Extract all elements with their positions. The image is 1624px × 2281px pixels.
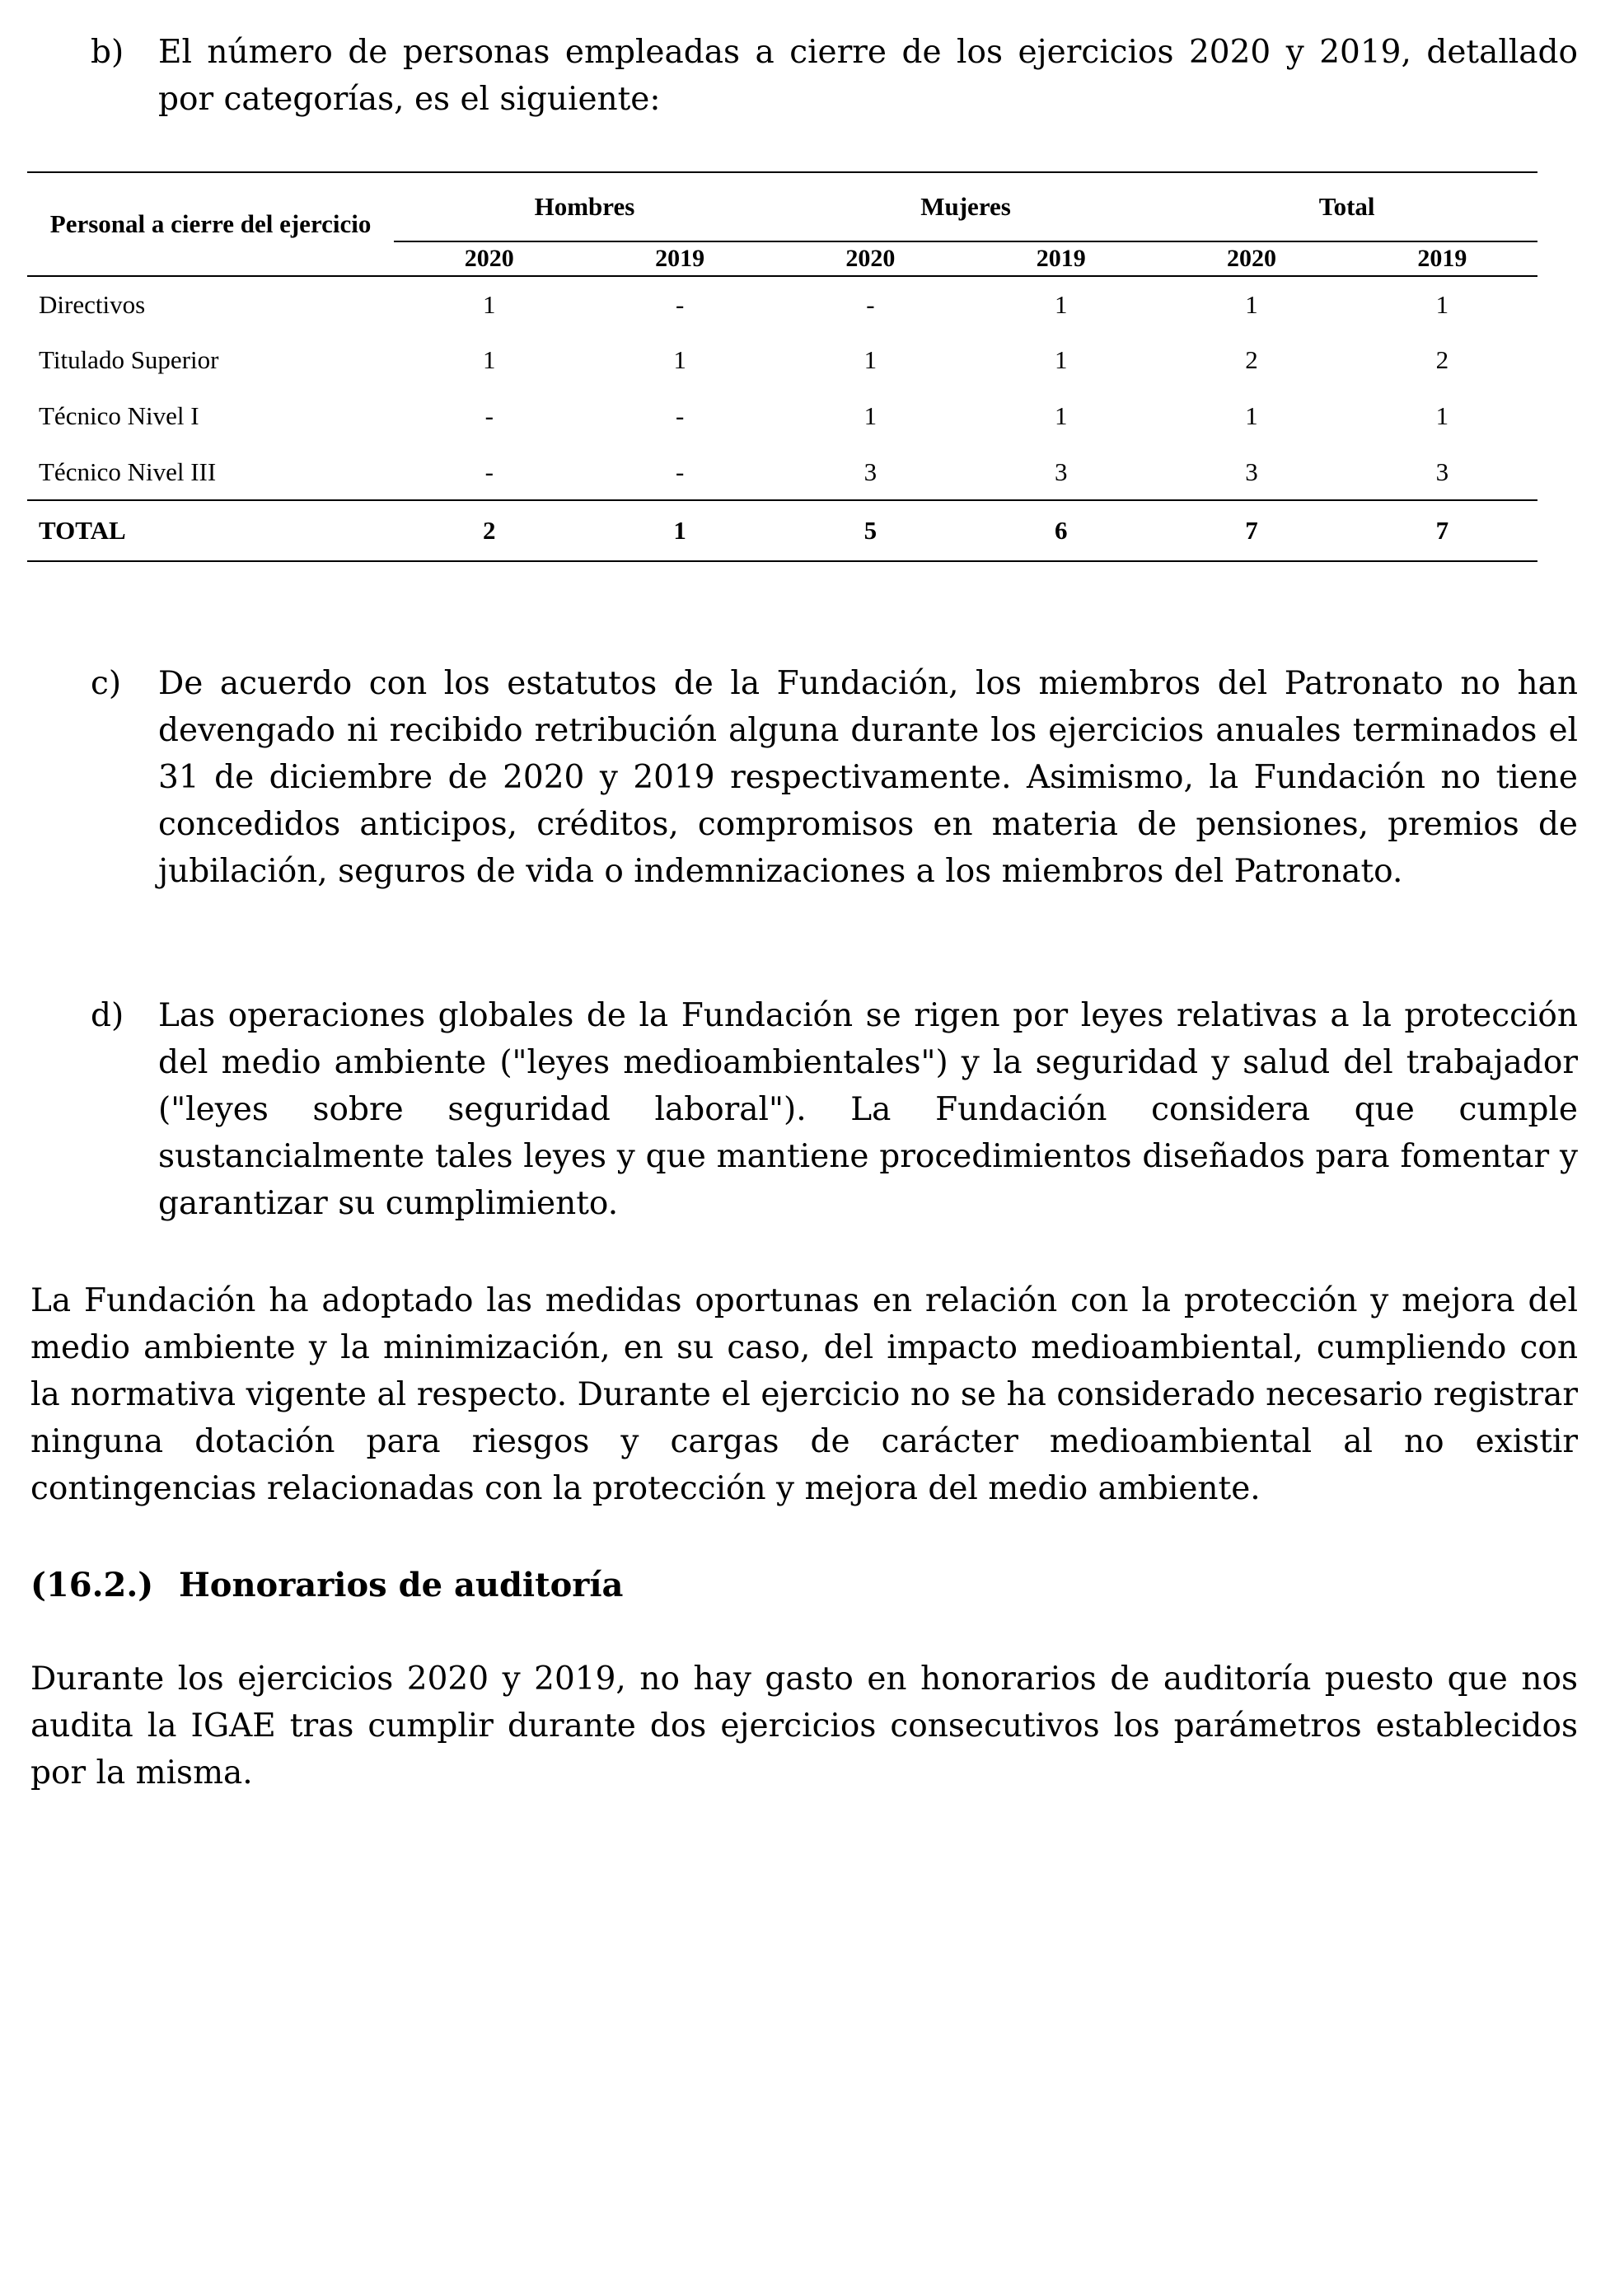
table-cell: - [675,401,685,430]
table-row [27,276,1537,332]
table-cell: 2 [1435,345,1449,374]
total-cell: 6 [1054,516,1068,545]
table-total-row [27,500,1537,561]
table-cell: 1 [1054,401,1068,430]
year-header: 2020 [775,241,966,276]
table-cell: 1 [1054,345,1068,374]
year-header: 2019 [1347,241,1537,276]
row-label: Técnico Nivel III [39,457,217,486]
table-cell: 1 [673,345,686,374]
table-cell: 1 [1245,289,1258,319]
total-cell: 7 [1435,516,1449,545]
group-header-mujeres: Mujeres [775,172,1157,241]
year-header: 2019 [584,241,775,276]
table-cell: 1 [483,289,496,319]
list-marker: c) [91,665,122,702]
section-heading [30,1562,623,1609]
table-cell: 1 [863,345,878,374]
table-cell: 3 [863,457,878,486]
table-cell: 2 [1245,345,1258,374]
audit-paragraph: Durante los ejercicios 2020 y 2019, no hay gasto en honorarios de auditoría puesto que nos audita la IGAE tras cumplir durante dos ejercicios consecutivos los parámetros establecidos por la misma. [30,1660,1578,1792]
table-row [27,444,1537,500]
total-cell: 2 [483,516,496,545]
list-item-b [91,29,1578,123]
list-marker: b) [91,34,124,71]
row-label: Técnico Nivel I [39,401,199,430]
list-item-text: Las operaciones globales de la Fundación se rigen por leyes relativas a la protección del medio ambiente ("leyes medioambientales") y la seguridad y salud del trabajador ("leyes sobre seguridad laboral"). La Fundación considera que cumple sustancialmente tales leyes y que mantiene procedimientos diseñados para fomentar y garantizar su cumplimiento. [158,997,1578,1222]
total-cell: 1 [673,516,686,545]
table-cell: 1 [1245,401,1258,430]
environment-paragraph: La Fundación ha adoptado las medidas oportunas en relación con la protección y mejora del medio ambiente y la minimización, en su caso, del impacto medioambiental, cumpliendo con la normativa vigente al respecto. Durante el ejercicio no se ha considerado necesario registrar ninguna dotación para riesgos y cargas de carácter medioambiental al no existir contingencias relacionadas con la protección y mejora del medio ambiente. [30,1282,1578,1507]
section-number: (16.2.) [30,1566,154,1604]
list-item-c [91,660,1578,895]
staff-table-wrapper [27,171,1537,562]
row-label: Titulado Superior [39,345,219,374]
table-cell: 3 [1054,457,1068,486]
table-cell: - [866,289,875,319]
table-cell: 1 [1054,289,1068,319]
group-header-total: Total [1156,172,1537,241]
table-cell: - [675,289,685,319]
table-cell: 1 [483,345,496,374]
total-cell: 5 [863,516,878,545]
group-header-hombres: Hombres [394,172,775,241]
table-cell: 1 [1435,289,1449,319]
year-header: 2020 [1156,241,1346,276]
table-row [27,388,1537,444]
year-header: 2019 [966,241,1156,276]
list-item-text: De acuerdo con los estatutos de la Fundación, los miembros del Patronato no han devengado ni recibido retribución alguna durante los ejercicios anuales terminados el 31 de diciembre de 2020 y 2019 respectivamente. Asimismo, la Fundación no tiene concedidos anticipos, créditos, compromisos en materia de pensiones, premios de jubilación, seguros de vida o indemnizaciones a los miembros del Patronato. [158,665,1578,890]
year-header: 2020 [394,241,584,276]
table-cell: - [484,401,494,430]
list-marker: d) [91,997,124,1034]
table-cell: 1 [863,401,878,430]
row-label: Directivos [39,289,146,319]
table-cell: - [675,457,685,486]
staff-table [27,171,1537,562]
list-item-d [91,992,1578,1227]
table-cell: - [484,457,494,486]
total-cell: 7 [1245,516,1258,545]
table-cell: 1 [1435,401,1449,430]
list-item-text: El número de personas empleadas a cierre de los ejercicios 2020 y 2019, detallado por categorías, es el siguiente: [158,34,1578,118]
section-title: Honorarios de auditoría [179,1566,624,1604]
label-column-header: Personal a cierre del ejercicio [27,172,394,276]
table-cell: 3 [1245,457,1258,486]
table-row [27,332,1537,388]
table-cell: 3 [1435,457,1449,486]
total-label: TOTAL [39,516,126,545]
